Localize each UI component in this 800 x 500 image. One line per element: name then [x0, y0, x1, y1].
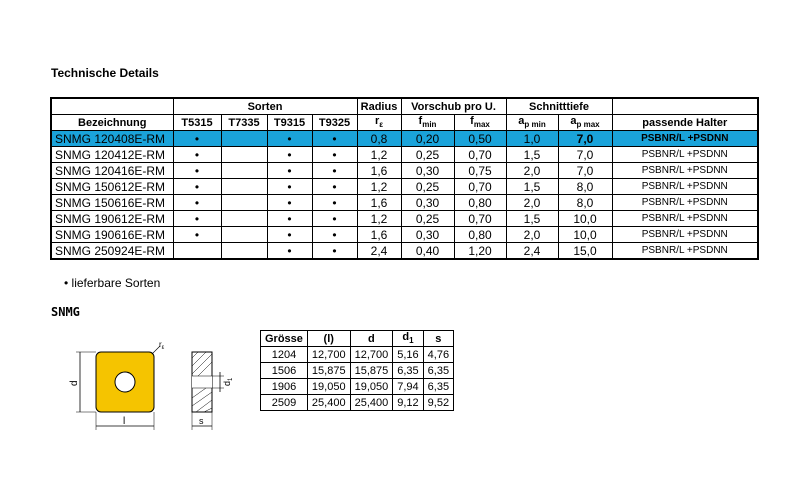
- dims-cell-groesse: 2509: [261, 395, 308, 411]
- cell-r: 1,2: [357, 211, 401, 227]
- cell-t9325: •: [312, 227, 357, 243]
- cell-t9325: •: [312, 131, 357, 147]
- cell-fmax: 0,50: [454, 131, 506, 147]
- cell-fmax: 1,20: [454, 243, 506, 260]
- cell-fmax: 0,70: [454, 147, 506, 163]
- table-row: [261, 363, 454, 379]
- cell-t9325: •: [312, 211, 357, 227]
- cell-t5315: •: [173, 131, 221, 147]
- cell-apmax: 7,0: [558, 131, 612, 147]
- cell-code: SNMG 120408E-RM: [51, 131, 173, 147]
- header-t7335: T7335: [221, 115, 267, 131]
- dims-header-l: (l): [307, 331, 350, 347]
- cell-t5315: •: [173, 227, 221, 243]
- header-halter: passende Halter: [612, 115, 758, 131]
- header-t9315: T9315: [267, 115, 312, 131]
- cell-fmin: 0,20: [401, 131, 454, 147]
- cell-t9315: •: [267, 211, 312, 227]
- cell-t7335: [221, 243, 267, 260]
- dims-cell-d: 15,875: [350, 363, 393, 379]
- cell-code: SNMG 150612E-RM: [51, 179, 173, 195]
- dims-cell-s: 4,76: [423, 347, 453, 363]
- cell-t5315: •: [173, 163, 221, 179]
- cell-apmin: 1,5: [506, 179, 558, 195]
- cell-code: SNMG 250924E-RM: [51, 243, 173, 260]
- cell-halter: PSBNR/L +PSDNN: [612, 243, 758, 260]
- table-row: [51, 131, 758, 147]
- header-ap-min: $a_{p min}$: [506, 115, 558, 131]
- cell-t9325: •: [312, 195, 357, 211]
- cell-fmax: 0,70: [454, 211, 506, 227]
- table-row: [51, 195, 758, 211]
- cell-apmin: 2,0: [506, 195, 558, 211]
- cell-t9315: •: [267, 179, 312, 195]
- dims-cell-l: 12,700: [307, 347, 350, 363]
- cell-apmin: 1,5: [506, 147, 558, 163]
- dims-header-d: d: [350, 331, 393, 347]
- header-radius: Radius: [357, 98, 401, 115]
- cell-fmax: 0,80: [454, 227, 506, 243]
- table-row: [51, 147, 758, 163]
- cell-r: 0,8: [357, 131, 401, 147]
- cell-apmax: 7,0: [558, 147, 612, 163]
- dims-header-d1: $d_1$: [393, 331, 423, 347]
- cell-halter: PSBNR/L +PSDNN: [612, 131, 758, 147]
- cell-r: 1,6: [357, 227, 401, 243]
- cell-t9315: •: [267, 163, 312, 179]
- cell-t7335: [221, 179, 267, 195]
- table-row: [51, 211, 758, 227]
- cell-halter: PSBNR/L +PSDNN: [612, 211, 758, 227]
- cell-apmin: 2,0: [506, 163, 558, 179]
- cell-apmax: 8,0: [558, 179, 612, 195]
- cell-apmax: 7,0: [558, 163, 612, 179]
- header-sorten: Sorten: [173, 98, 357, 115]
- dims-cell-l: 15,875: [307, 363, 350, 379]
- cell-code: SNMG 150616E-RM: [51, 195, 173, 211]
- cell-t9315: •: [267, 147, 312, 163]
- cell-r: 1,2: [357, 179, 401, 195]
- table-row: [51, 243, 758, 260]
- insert-top-view: [96, 352, 154, 412]
- header-schnitttiefe: Schnitttiefe: [506, 98, 612, 115]
- dims-cell-d1: 9,12: [393, 395, 423, 411]
- cell-r: 1,2: [357, 147, 401, 163]
- cell-r: 2,4: [357, 243, 401, 260]
- insert-side-view: [192, 352, 212, 412]
- cell-t5315: [173, 243, 221, 260]
- cell-apmax: 8,0: [558, 195, 612, 211]
- cell-fmin: 0,30: [401, 195, 454, 211]
- cell-t9315: •: [267, 131, 312, 147]
- dims-cell-d1: 6,35: [393, 363, 423, 379]
- label-d1: $d_1$: [222, 377, 234, 386]
- cell-fmin: 0,30: [401, 227, 454, 243]
- cell-apmax: 10,0: [558, 211, 612, 227]
- header-row-sub: [51, 115, 758, 131]
- cell-t9315: •: [267, 227, 312, 243]
- cell-t9315: •: [267, 195, 312, 211]
- cell-code: SNMG 190612E-RM: [51, 211, 173, 227]
- cell-fmin: 0,30: [401, 163, 454, 179]
- section-title: SNMG: [51, 305, 80, 319]
- cell-t7335: [221, 211, 267, 227]
- cell-code: SNMG 190616E-RM: [51, 227, 173, 243]
- dims-cell-d: 12,700: [350, 347, 393, 363]
- cell-halter: PSBNR/L +PSDNN: [612, 147, 758, 163]
- cell-fmin: 0,25: [401, 147, 454, 163]
- cell-t9315: •: [267, 243, 312, 260]
- header-vorschub: Vorschub pro U.: [401, 98, 506, 115]
- cell-apmax: 15,0: [558, 243, 612, 260]
- table-row: [51, 227, 758, 243]
- header-t9325: T9325: [312, 115, 357, 131]
- cell-t5315: •: [173, 147, 221, 163]
- cell-t9325: •: [312, 147, 357, 163]
- header-empty-halter: [612, 98, 758, 115]
- table-row: [261, 347, 454, 363]
- cell-r: 1,6: [357, 195, 401, 211]
- cell-t5315: •: [173, 195, 221, 211]
- cell-t7335: [221, 163, 267, 179]
- dims-cell-groesse: 1506: [261, 363, 308, 379]
- dims-header-groesse: Grösse: [261, 331, 308, 347]
- label-d: d: [69, 380, 80, 386]
- header-t5315: T5315: [173, 115, 221, 131]
- availability-note: • lieferbare Sorten: [64, 276, 161, 290]
- header-f-max: $f_{max}$: [454, 115, 506, 131]
- cell-halter: PSBNR/L +PSDNN: [612, 179, 758, 195]
- header-f-min: $f_{min}$: [401, 115, 454, 131]
- table-row: [51, 163, 758, 179]
- cell-t7335: [221, 131, 267, 147]
- dims-cell-d: 25,400: [350, 395, 393, 411]
- dimensions-table: [260, 330, 454, 411]
- cell-apmin: 1,0: [506, 131, 558, 147]
- dims-cell-l: 25,400: [307, 395, 350, 411]
- cell-halter: PSBNR/L +PSDNN: [612, 195, 758, 211]
- header-bezeichnung: Bezeichnung: [51, 115, 173, 131]
- cell-fmin: 0,25: [401, 179, 454, 195]
- header-empty-bezeichnung: [51, 98, 173, 115]
- cell-fmax: 0,70: [454, 179, 506, 195]
- header-r-epsilon: $r_\varepsilon$: [357, 115, 401, 131]
- cell-fmin: 0,25: [401, 211, 454, 227]
- cell-fmax: 0,80: [454, 195, 506, 211]
- dims-cell-s: 6,35: [423, 379, 453, 395]
- cell-apmin: 2,4: [506, 243, 558, 260]
- dims-cell-d: 19,050: [350, 379, 393, 395]
- table-row: [261, 395, 454, 411]
- table-row: [51, 179, 758, 195]
- dims-cell-l: 19,050: [307, 379, 350, 395]
- cell-fmax: 0,75: [454, 163, 506, 179]
- header-ap-max: $a_{p max}$: [558, 115, 612, 131]
- cell-t9325: •: [312, 243, 357, 260]
- technical-details-table: [50, 97, 759, 260]
- cell-r: 1,6: [357, 163, 401, 179]
- cell-apmax: 10,0: [558, 227, 612, 243]
- dims-cell-s: 6,35: [423, 363, 453, 379]
- cell-code: SNMG 120412E-RM: [51, 147, 173, 163]
- cell-t7335: [221, 227, 267, 243]
- dims-header-s: s: [423, 331, 453, 347]
- label-s: s: [199, 416, 204, 426]
- header-row-top: [51, 98, 758, 115]
- insert-drawing: [66, 342, 236, 437]
- cell-fmin: 0,40: [401, 243, 454, 260]
- dims-header-row: [261, 331, 454, 347]
- cell-t7335: [221, 147, 267, 163]
- cell-halter: PSBNR/L +PSDNN: [612, 163, 758, 179]
- cell-t7335: [221, 195, 267, 211]
- page-title: Technische Details: [51, 66, 159, 80]
- cell-t9325: •: [312, 179, 357, 195]
- cell-t5315: •: [173, 179, 221, 195]
- dims-cell-groesse: 1204: [261, 347, 308, 363]
- cell-apmin: 2,0: [506, 227, 558, 243]
- dims-cell-groesse: 1906: [261, 379, 308, 395]
- cell-halter: PSBNR/L +PSDNN: [612, 227, 758, 243]
- table-row: [261, 379, 454, 395]
- cell-code: SNMG 120416E-RM: [51, 163, 173, 179]
- label-r-epsilon: $r_\varepsilon$: [159, 342, 165, 351]
- cell-t5315: •: [173, 211, 221, 227]
- label-l: l: [123, 416, 126, 427]
- cell-t9325: •: [312, 163, 357, 179]
- dims-cell-s: 9,52: [423, 395, 453, 411]
- dims-cell-d1: 7,94: [393, 379, 423, 395]
- cell-apmin: 1,5: [506, 211, 558, 227]
- dims-cell-d1: 5,16: [393, 347, 423, 363]
